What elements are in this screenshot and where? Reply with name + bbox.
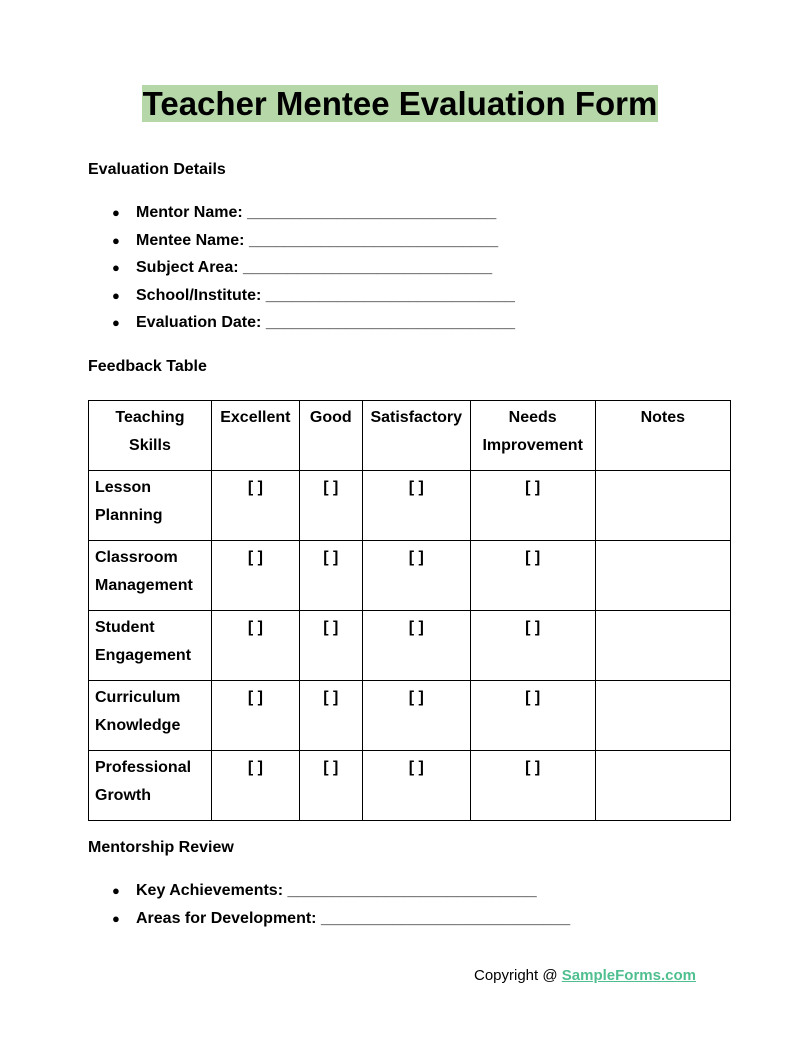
feedback-table-heading: Feedback Table (88, 358, 207, 375)
rating-checkbox[interactable]: [ ] (211, 751, 299, 821)
list-item (112, 905, 570, 933)
header-cell: Teaching Skills (89, 401, 212, 471)
header-cell: Good (299, 401, 362, 471)
notes-cell[interactable] (595, 471, 730, 541)
form-title: Teacher Mentee Evaluation Form (142, 85, 658, 122)
notes-cell[interactable] (595, 751, 730, 821)
rating-checkbox[interactable]: [ ] (211, 611, 299, 681)
rating-checkbox[interactable]: [ ] (362, 611, 470, 681)
list-item (112, 309, 515, 337)
rating-checkbox[interactable]: [ ] (362, 751, 470, 821)
rating-checkbox[interactable]: [ ] (211, 471, 299, 541)
rating-checkbox[interactable]: [ ] (470, 751, 595, 821)
table-row (89, 471, 731, 541)
blank-line[interactable]: ____________________________ (265, 314, 515, 331)
rating-checkbox[interactable]: [ ] (299, 611, 362, 681)
rating-checkbox[interactable]: [ ] (299, 751, 362, 821)
rating-checkbox[interactable]: [ ] (362, 681, 470, 751)
field-label: Mentor Name: (136, 204, 243, 221)
rating-checkbox[interactable]: [ ] (470, 471, 595, 541)
list-item (112, 227, 515, 255)
header-cell: Needs Improvement (470, 401, 595, 471)
blank-line[interactable]: ____________________________ (320, 909, 571, 927)
sampleforms-link[interactable]: SampleForms.com (561, 967, 696, 984)
skill-cell: Lesson Planning (89, 471, 212, 541)
blank-line[interactable]: ____________________________ (265, 286, 515, 304)
field-label: School/Institute: (136, 286, 262, 304)
header-cell: Notes (595, 401, 730, 471)
field-label: Evaluation Date: (136, 314, 262, 331)
rating-checkbox[interactable]: [ ] (299, 541, 362, 611)
rating-checkbox[interactable]: [ ] (211, 541, 299, 611)
form-title-wrap (0, 84, 800, 124)
rating-checkbox[interactable]: [ ] (362, 471, 470, 541)
blank-line[interactable]: ____________________________ (287, 882, 537, 899)
rating-checkbox[interactable]: [ ] (211, 681, 299, 751)
list-item (112, 282, 515, 310)
notes-cell[interactable] (595, 681, 730, 751)
skill-cell: Professional Growth (89, 751, 212, 821)
skill-cell: Student Engagement (89, 611, 212, 681)
field-label: Areas for Development: (136, 909, 317, 927)
rating-checkbox[interactable]: [ ] (470, 611, 595, 681)
blank-line[interactable]: ____________________________ (248, 231, 499, 249)
table-row (89, 611, 731, 681)
evaluation-details-list (112, 199, 515, 337)
rating-checkbox[interactable]: [ ] (470, 541, 595, 611)
skill-cell: Curriculum Knowledge (89, 681, 212, 751)
mentorship-review-list (112, 877, 570, 932)
mentorship-review-heading: Mentorship Review (88, 839, 234, 856)
field-label: Key Achievements: (136, 882, 284, 899)
feedback-table (88, 400, 731, 821)
blank-line[interactable]: ____________________________ (243, 259, 493, 276)
blank-line[interactable]: ____________________________ (247, 204, 497, 221)
skill-cell: Classroom Management (89, 541, 212, 611)
rating-checkbox[interactable]: [ ] (299, 681, 362, 751)
rating-checkbox[interactable]: [ ] (470, 681, 595, 751)
copyright-text: Copyright @ (474, 967, 562, 984)
notes-cell[interactable] (595, 611, 730, 681)
table-row (89, 541, 731, 611)
list-item (112, 199, 515, 227)
list-item (112, 877, 570, 905)
table-row (89, 751, 731, 821)
table-header-row (89, 401, 731, 471)
field-label: Subject Area: (136, 259, 239, 276)
copyright (474, 967, 696, 984)
rating-checkbox[interactable]: [ ] (299, 471, 362, 541)
table-row (89, 681, 731, 751)
rating-checkbox[interactable]: [ ] (362, 541, 470, 611)
field-label: Mentee Name: (136, 231, 245, 249)
header-cell: Excellent (211, 401, 299, 471)
list-item (112, 254, 515, 282)
notes-cell[interactable] (595, 541, 730, 611)
evaluation-details-heading: Evaluation Details (88, 161, 226, 178)
header-cell: Satisfactory (362, 401, 470, 471)
